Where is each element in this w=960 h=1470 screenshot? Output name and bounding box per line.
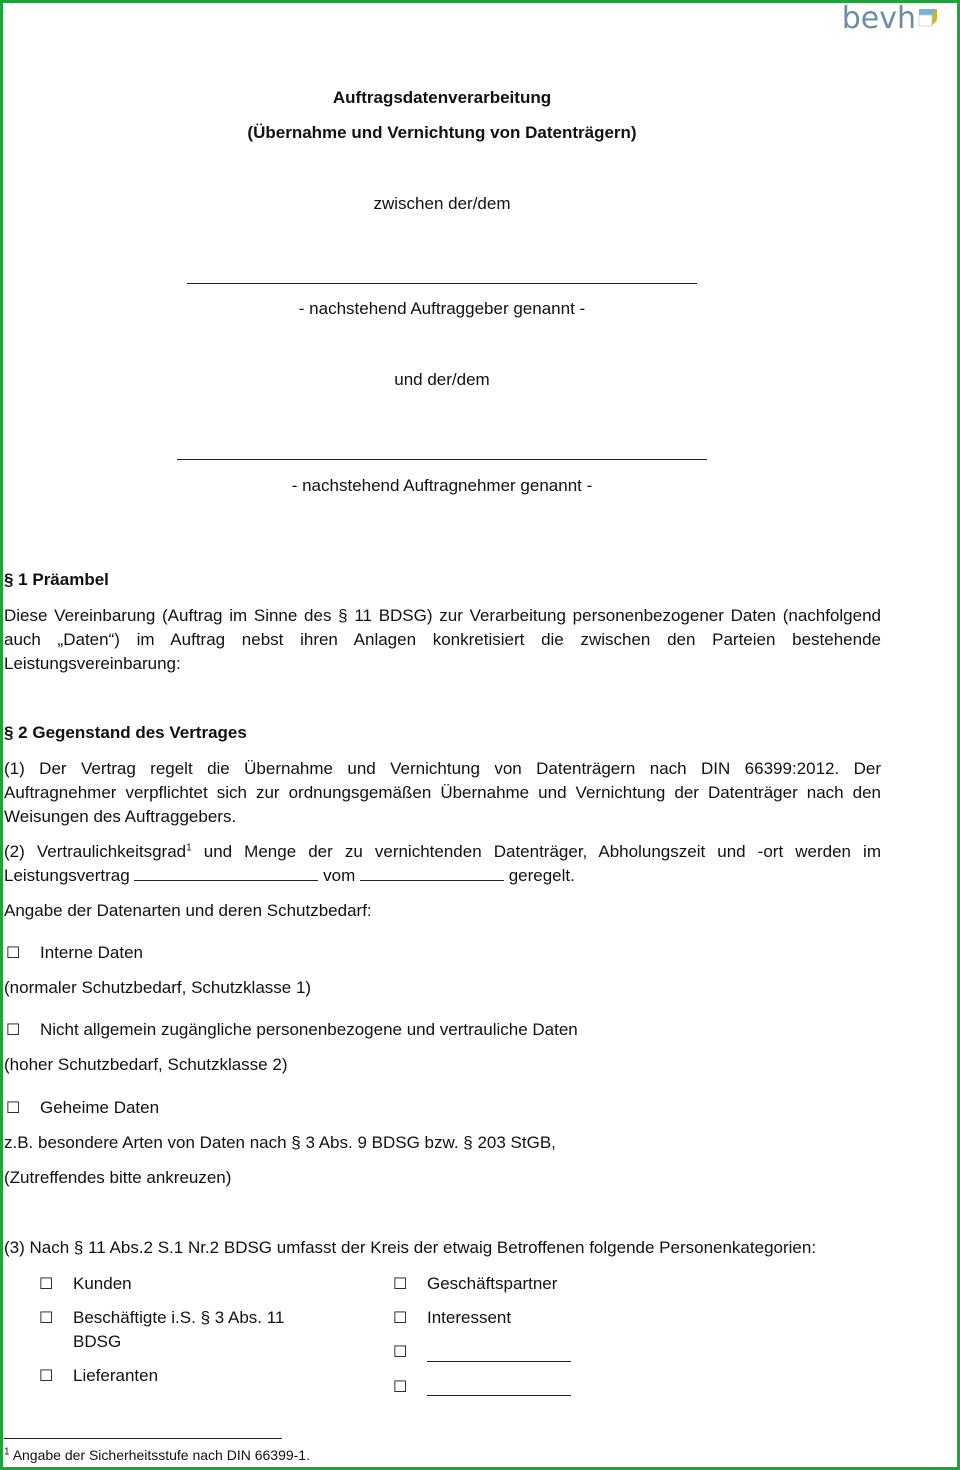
checkbox-custom-category-1[interactable]: ☐ bbox=[393, 1342, 408, 1361]
data-types-intro: Angabe der Datenarten und deren Schutzbedarf: bbox=[4, 901, 372, 920]
confidentiality-label: (2) Vertraulichkeitsgrad bbox=[4, 842, 187, 861]
from-label: vom bbox=[318, 866, 360, 885]
section1-line-2: auch „Daten“) im Auftrag nebst ihren Anlagen konkretisiert die zwischen den Parteien bestehende bbox=[4, 630, 881, 649]
category-customers: Kunden bbox=[73, 1274, 132, 1293]
service-contract-label: Leistungsvertrag bbox=[4, 866, 135, 885]
cube-icon bbox=[918, 6, 938, 28]
custom-category-1-blank[interactable] bbox=[427, 1361, 571, 1362]
option-secret-data: Geheime Daten bbox=[40, 1098, 160, 1117]
option-confidential-data: Nicht allgemein zugängliche personenbezogene und vertrauliche Daten bbox=[40, 1020, 578, 1039]
contractor-name-line[interactable] bbox=[177, 459, 707, 460]
logo-text: bevh bbox=[841, 1, 916, 36]
category-suppliers: Lieferanten bbox=[73, 1366, 159, 1385]
footnote-ref: 1 bbox=[186, 842, 192, 854]
checkbox-custom-category-2[interactable]: ☐ bbox=[393, 1377, 408, 1396]
checkbox-prospects[interactable]: ☐ bbox=[393, 1308, 408, 1327]
section2-p1-line-3: Weisungen des Auftraggebers. bbox=[4, 807, 237, 826]
contract-date-blank[interactable] bbox=[360, 866, 504, 881]
checkbox-employees[interactable]: ☐ bbox=[39, 1308, 54, 1327]
section2-heading: § 2 Gegenstand des Vertrages bbox=[4, 723, 247, 742]
footnote bbox=[4, 1446, 310, 1464]
category-employees-cont: BDSG bbox=[73, 1332, 122, 1351]
option-secret-note: z.B. besondere Arten von Daten nach § 3 Abs. 9 BDSG bzw. § 203 StGB, bbox=[4, 1133, 556, 1152]
section2-p2-line-1 bbox=[4, 840, 881, 864]
section1-line-1: Diese Vereinbarung (Auftrag im Sinne des § 11 BDSG) zur Verarbeitung personenbezogener Daten (nachfolgend bbox=[4, 606, 881, 625]
document-subtitle: (Übernahme und Vernichtung von Datenträgern) bbox=[247, 123, 637, 142]
category-employees: Beschäftigte i.S. § 3 Abs. 11 bbox=[73, 1308, 285, 1327]
section2-p1-line-2: Auftragnehmer verpflichtet sich zur ordnungsgemäßen Übernahme und Vernichtung der Datenträger nach den bbox=[4, 783, 881, 802]
client-name-line[interactable] bbox=[187, 283, 697, 284]
checkbox-internal-data[interactable]: ☐ bbox=[6, 943, 21, 962]
section2-p1-line-1: (1) Der Vertrag regelt die Übernahme und Vernichtung von Datenträgern nach DIN 66399:2012. Der bbox=[4, 759, 881, 778]
checkbox-secret-data[interactable]: ☐ bbox=[6, 1098, 21, 1117]
tick-instruction: (Zutreffendes bitte ankreuzen) bbox=[4, 1168, 232, 1187]
between-text: zwischen der/dem bbox=[373, 194, 511, 213]
section2-p3: (3) Nach § 11 Abs.2 S.1 Nr.2 BDSG umfasst der Kreis der etwaig Betroffenen folgende Personenkategorien: bbox=[4, 1238, 817, 1257]
section1-heading: § 1 Präambel bbox=[4, 570, 109, 589]
regulated-label: geregelt. bbox=[503, 866, 575, 885]
checkbox-business-partners[interactable]: ☐ bbox=[393, 1274, 408, 1293]
footnote-text: Angabe der Sicherheitsstufe nach DIN 66399-1. bbox=[12, 1447, 310, 1463]
checkbox-confidential-data[interactable]: ☐ bbox=[6, 1020, 21, 1039]
client-label: - nachstehend Auftraggeber genannt - bbox=[298, 299, 586, 318]
option-internal-data: Interne Daten bbox=[40, 943, 144, 962]
section1-line-3: Leistungsvereinbarung: bbox=[4, 654, 181, 673]
checkbox-suppliers[interactable]: ☐ bbox=[39, 1366, 54, 1385]
option-confidential-note: (hoher Schutzbedarf, Schutzklasse 2) bbox=[4, 1055, 288, 1074]
document-title: Auftragsdatenverarbeitung bbox=[332, 88, 552, 107]
custom-category-2-blank[interactable] bbox=[427, 1395, 571, 1396]
checkbox-customers[interactable]: ☐ bbox=[39, 1274, 54, 1293]
section2-p2-line-2 bbox=[4, 864, 881, 888]
contractor-label: - nachstehend Auftragnehmer genannt - bbox=[291, 476, 593, 495]
footnote-separator bbox=[4, 1438, 282, 1439]
category-prospects: Interessent bbox=[427, 1308, 512, 1327]
option-internal-note: (normaler Schutzbedarf, Schutzklasse 1) bbox=[4, 978, 312, 997]
footnote-number: 1 bbox=[4, 1446, 10, 1458]
contract-reference-blank[interactable] bbox=[134, 866, 318, 881]
bevh-logo bbox=[841, 1, 938, 36]
and-text: und der/dem bbox=[394, 370, 490, 389]
p2-line1-rest: und Menge der zu vernichtenden Datenträger, Abholungszeit und -ort werden im bbox=[191, 842, 881, 861]
category-business-partners: Geschäftspartner bbox=[427, 1274, 558, 1293]
